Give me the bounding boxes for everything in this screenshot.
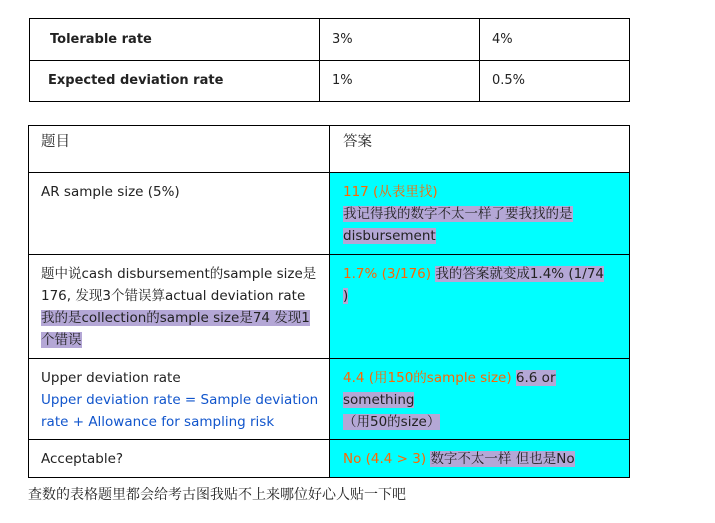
highlighted-comment: 个错误 bbox=[41, 332, 82, 348]
expected-deviation-value-2: 0.5% bbox=[480, 60, 630, 102]
tolerable-rate-label: Tolerable rate bbox=[30, 19, 320, 61]
answer-text: 4.4 (用150的sample size) bbox=[343, 370, 512, 386]
table-row bbox=[29, 440, 630, 478]
table-row bbox=[30, 19, 630, 61]
footer-note: 查数的表格题里都会给考古图我贴不上来哪位好心人贴一下吧 bbox=[28, 487, 406, 503]
question-text: 176, 发现3个错误算actual deviation rate bbox=[41, 288, 306, 304]
highlighted-comment: 6.6 or something bbox=[343, 370, 556, 408]
answer-text: No (4.4 > 3) bbox=[343, 451, 427, 467]
formula-text: rate + Allowance for sampling risk bbox=[41, 414, 275, 430]
qa-table bbox=[28, 125, 630, 478]
tolerable-rate-value-1: 3% bbox=[320, 19, 480, 61]
question-cell bbox=[29, 359, 330, 440]
question-cell bbox=[29, 255, 330, 359]
answer-cell bbox=[330, 440, 630, 478]
highlighted-comment: 我记得我的数字不太一样了要我找的是 bbox=[343, 206, 573, 222]
table-row bbox=[30, 60, 630, 102]
table-header-row bbox=[29, 126, 630, 173]
table-row bbox=[29, 255, 630, 359]
table-row bbox=[29, 173, 630, 255]
table-row bbox=[29, 359, 630, 440]
highlighted-comment: 我的是collection的sample size是74 发现1 bbox=[41, 310, 310, 326]
question-text: Acceptable? bbox=[41, 451, 124, 467]
highlighted-comment: （用50的size） bbox=[343, 414, 441, 430]
question-text: AR sample size (5%) bbox=[41, 184, 180, 200]
highlighted-comment: ) bbox=[343, 288, 349, 304]
highlighted-comment: disbursement bbox=[343, 228, 436, 244]
question-header: 题目 bbox=[29, 126, 330, 173]
answer-text: 117 (从表里找) bbox=[343, 184, 438, 200]
highlighted-comment: 我的答案就变成1.4% (1/74 bbox=[435, 266, 604, 282]
tolerable-rate-value-2: 4% bbox=[480, 19, 630, 61]
answer-cell bbox=[330, 359, 630, 440]
question-text: Upper deviation rate bbox=[41, 370, 181, 386]
question-cell bbox=[29, 173, 330, 255]
answer-header: 答案 bbox=[330, 126, 630, 173]
expected-deviation-label: Expected deviation rate bbox=[30, 60, 320, 102]
answer-cell bbox=[330, 173, 630, 255]
rates-table bbox=[29, 18, 630, 102]
question-cell bbox=[29, 440, 330, 478]
highlighted-comment: 数字不太一样 但也是No bbox=[430, 451, 575, 467]
formula-text: Upper deviation rate = Sample deviation bbox=[41, 392, 319, 408]
answer-cell bbox=[330, 255, 630, 359]
expected-deviation-value-1: 1% bbox=[320, 60, 480, 102]
question-text: 题中说cash disbursement的sample size是 bbox=[41, 266, 317, 282]
answer-text: 1.7% (3/176) bbox=[343, 266, 432, 282]
